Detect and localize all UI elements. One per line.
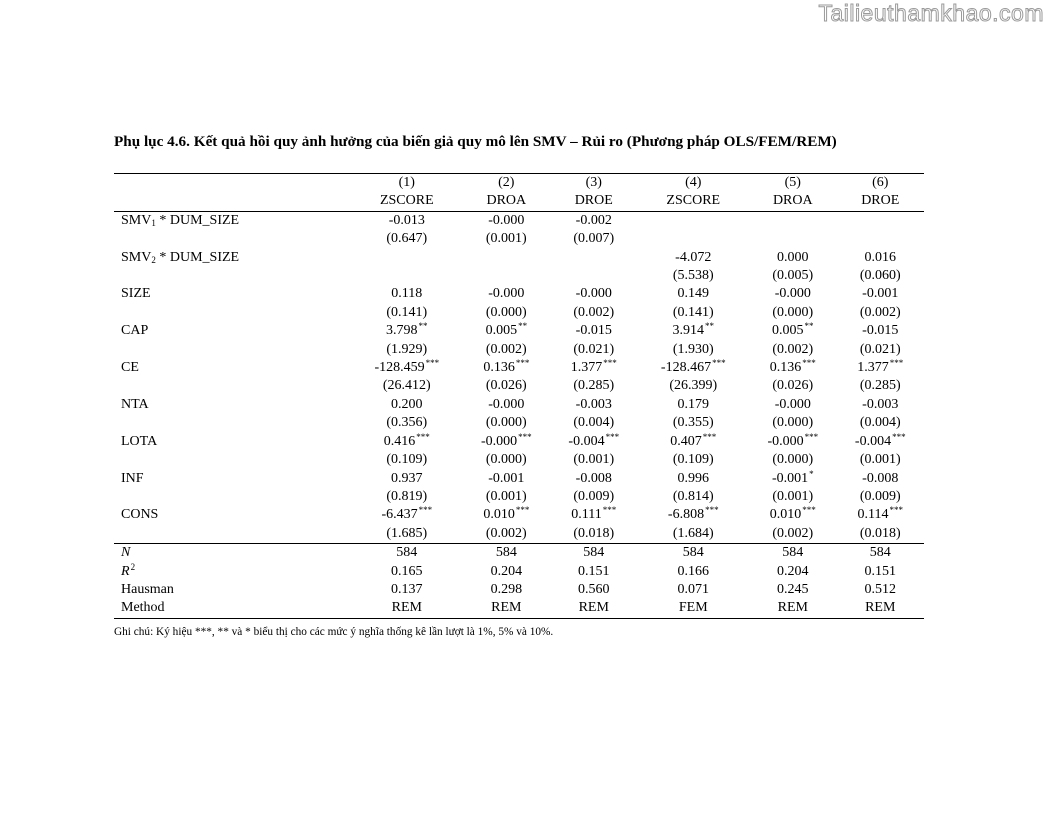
row-label <box>114 322 351 340</box>
coefficient-value: -6.808 <box>667 507 705 523</box>
row-label-text: SIZE <box>121 286 151 302</box>
coefficient-cell <box>837 359 925 377</box>
coefficient-value: 0.000 <box>777 249 809 265</box>
coefficient-cell <box>351 470 463 488</box>
significance-stars: *** <box>889 358 904 369</box>
header-number: (3) <box>550 174 637 193</box>
coefficient-value: -128.459 <box>374 360 425 376</box>
coefficient-cell <box>463 322 550 340</box>
standard-error-cell: (0.000) <box>485 415 527 431</box>
coefficient-cell <box>550 470 637 488</box>
stats-label <box>114 563 351 581</box>
se-row <box>114 525 924 544</box>
stats-value-cell: 0.298 <box>490 581 523 597</box>
coefficient-cell <box>550 359 637 377</box>
significance-stars: ** <box>518 321 528 332</box>
row-label <box>114 211 351 230</box>
header-row-numbers <box>114 174 924 193</box>
standard-error-cell <box>837 230 925 248</box>
coef-row <box>114 249 924 267</box>
coefficient-value: 0.136 <box>769 360 802 376</box>
standard-error-cell: (0.819) <box>386 488 428 504</box>
standard-error-cell: (0.647) <box>386 231 428 247</box>
standard-error-cell: (26.412) <box>382 378 431 394</box>
coefficient-cell <box>637 359 749 377</box>
coefficient-cell <box>550 433 637 451</box>
watermark-text: Tailieuthamkhao.com <box>818 0 1044 26</box>
stats-row <box>114 599 924 618</box>
row-label <box>114 396 351 414</box>
standard-error-cell: (1.930) <box>672 341 714 357</box>
standard-error-cell: (0.000) <box>772 304 814 320</box>
header-number: (4) <box>637 174 749 193</box>
standard-error-cell: (0.002) <box>772 341 814 357</box>
stats-value-cell: 0.151 <box>578 563 610 579</box>
standard-error-cell: (0.285) <box>859 378 901 394</box>
coefficient-cell <box>637 322 749 340</box>
coefficient-value: 0.136 <box>483 360 515 376</box>
se-row-blank <box>114 451 351 469</box>
coefficient-cell <box>637 396 749 414</box>
standard-error-cell: (0.356) <box>386 415 428 431</box>
coefficient-cell <box>749 396 836 414</box>
significance-stars: *** <box>416 431 430 442</box>
se-row-blank <box>114 341 351 359</box>
standard-error-cell: (0.009) <box>859 488 901 504</box>
stats-label-text: Method <box>121 600 165 616</box>
stats-value-cell: REM <box>749 599 836 618</box>
coefficient-cell <box>749 433 836 451</box>
standard-error-cell: (0.001) <box>485 231 527 247</box>
stats-value-cell: REM <box>550 599 637 618</box>
standard-error-cell: (0.001) <box>573 452 615 468</box>
coefficient-cell <box>749 359 836 377</box>
stats-value-cell: REM <box>351 599 463 618</box>
standard-error-cell: (0.026) <box>772 378 814 394</box>
coefficient-cell <box>837 211 925 230</box>
se-row <box>114 341 924 359</box>
header-variable: DROA <box>463 192 550 211</box>
stats-value-cell: 0.137 <box>391 581 423 597</box>
coefficient-cell <box>637 211 749 230</box>
row-label-text: CAP <box>121 323 149 339</box>
significance-stars: *** <box>702 431 717 442</box>
coefficient-value: -0.000 <box>488 286 525 302</box>
coefficient-cell <box>837 470 925 488</box>
se-row <box>114 414 924 432</box>
stats-label-text: Hausman <box>121 581 174 597</box>
coefficient-cell <box>749 285 836 303</box>
significance-stars: ** <box>705 321 715 332</box>
standard-error-cell: (0.021) <box>573 341 615 357</box>
stats-value-cell: 0.204 <box>777 563 809 579</box>
standard-error-cell: (0.002) <box>463 525 550 544</box>
significance-stars: *** <box>705 505 719 516</box>
se-row <box>114 230 924 248</box>
coefficient-value: 1.377 <box>570 360 603 376</box>
coefficient-cell <box>550 211 637 230</box>
standard-error-cell: (0.018) <box>550 525 637 544</box>
coefficient-value: 0.179 <box>677 396 710 412</box>
significance-stars: *** <box>518 431 532 442</box>
row-label <box>114 249 351 267</box>
coefficient-cell <box>749 211 836 230</box>
standard-error-cell: (1.685) <box>351 525 463 544</box>
standard-error-cell: (0.026) <box>485 378 527 394</box>
coefficient-value: -0.013 <box>388 212 425 228</box>
header-variable: ZSCORE <box>637 192 749 211</box>
standard-error-cell: (0.005) <box>772 268 814 284</box>
se-row-blank <box>114 230 351 248</box>
coefficient-value: -0.000 <box>575 286 612 302</box>
significance-stars: *** <box>605 431 620 442</box>
standard-error-cell <box>351 267 463 285</box>
significance-stars: *** <box>418 505 433 516</box>
significance-stars: *** <box>425 358 440 369</box>
standard-error-cell: (0.007) <box>573 231 615 247</box>
coef-row <box>114 211 924 230</box>
stats-label <box>114 599 351 618</box>
coefficient-value: -0.001 <box>771 470 809 486</box>
coefficient-cell <box>351 249 463 267</box>
standard-error-cell: (0.002) <box>485 341 527 357</box>
coefficient-value: 0.149 <box>677 286 710 302</box>
coefficient-value: 1.377 <box>857 360 889 376</box>
row-label <box>114 470 351 488</box>
row-label-text: CONS <box>121 507 159 523</box>
row-label <box>114 359 351 377</box>
coefficient-cell <box>351 396 463 414</box>
stats-value-cell: 584 <box>837 544 925 563</box>
regression-table <box>114 173 924 619</box>
coefficient-value: 0.416 <box>383 433 416 449</box>
coefficient-cell <box>837 396 925 414</box>
coefficient-cell <box>837 249 925 267</box>
coefficient-cell <box>351 433 463 451</box>
footnote: Ghi chú: Ký hiệu ***, ** và * biểu thị cho các mức ý nghĩa thống kê lần lượt là 1%, 5% và 10%. <box>114 626 554 638</box>
row-label-suffix: * DUM_SIZE <box>155 249 240 265</box>
coefficient-cell <box>749 470 836 488</box>
stats-value-cell: 584 <box>749 544 836 563</box>
coefficient-cell <box>837 322 925 340</box>
coefficient-value: 0.016 <box>864 249 896 265</box>
standard-error-cell: (0.109) <box>672 452 714 468</box>
se-row <box>114 488 924 506</box>
significance-stars: * <box>809 468 814 479</box>
se-row-blank <box>114 488 351 506</box>
se-row <box>114 304 924 322</box>
coefficient-cell <box>351 506 463 524</box>
coefficient-value: -0.000 <box>488 212 525 228</box>
coefficient-value: -0.004 <box>854 433 892 449</box>
coefficient-cell <box>351 285 463 303</box>
standard-error-cell: (0.060) <box>859 268 901 284</box>
coefficient-cell <box>550 506 637 524</box>
stats-row <box>114 581 924 599</box>
significance-stars: *** <box>602 505 617 516</box>
significance-stars: ** <box>804 321 814 332</box>
coefficient-value: -0.000 <box>488 396 525 412</box>
coefficient-value: 0.111 <box>571 507 602 523</box>
standard-error-cell: (0.000) <box>485 452 527 468</box>
coefficient-value: -0.000 <box>480 433 518 449</box>
coefficient-value: -0.003 <box>862 396 899 412</box>
stats-value-cell: 0.560 <box>578 581 610 597</box>
header-number: (1) <box>351 174 463 193</box>
coefficient-value: -0.008 <box>575 470 612 486</box>
header-variable: ZSCORE <box>351 192 463 211</box>
coefficient-cell <box>463 285 550 303</box>
stats-label-text: R <box>121 563 130 579</box>
coefficient-value: -6.437 <box>381 507 418 523</box>
coefficient-cell <box>637 433 749 451</box>
stats-value-cell: 0.245 <box>777 581 809 597</box>
stats-row <box>114 544 924 563</box>
se-row-blank <box>114 525 351 544</box>
coefficient-cell <box>463 249 550 267</box>
coef-row <box>114 285 924 303</box>
standard-error-cell: (0.009) <box>573 488 615 504</box>
coefficient-cell <box>749 322 836 340</box>
standard-error-cell <box>637 230 749 248</box>
standard-error-cell: (0.000) <box>772 415 814 431</box>
se-row-blank <box>114 304 351 322</box>
standard-error-cell: (0.001) <box>485 488 527 504</box>
coefficient-cell <box>637 249 749 267</box>
coefficient-cell <box>463 470 550 488</box>
standard-error-cell: (0.355) <box>672 415 714 431</box>
coefficient-cell <box>637 470 749 488</box>
coefficient-cell <box>351 211 463 230</box>
header-variable: DROA <box>749 192 836 211</box>
significance-stars: *** <box>712 358 726 369</box>
coefficient-value: 0.407 <box>670 433 702 449</box>
standard-error-cell: (0.141) <box>386 304 428 320</box>
coefficient-value: 0.010 <box>483 507 515 523</box>
significance-stars: *** <box>802 505 816 516</box>
coefficient-value: -128.467 <box>660 360 712 376</box>
coefficient-value: 0.937 <box>391 470 423 486</box>
regression-table-body <box>114 174 924 619</box>
stats-value-cell: 584 <box>463 544 550 563</box>
stats-value-cell: 0.512 <box>864 581 896 597</box>
coefficient-cell <box>837 433 925 451</box>
coefficient-cell <box>463 433 550 451</box>
coefficient-value: -0.001 <box>862 286 899 302</box>
row-label-text: SMV <box>121 249 152 265</box>
coefficient-cell <box>837 506 925 524</box>
coefficient-value: 0.010 <box>769 507 802 523</box>
row-label <box>114 285 351 303</box>
standard-error-cell: (1.929) <box>386 341 428 357</box>
coefficient-value: 0.005 <box>772 323 804 339</box>
se-row <box>114 451 924 469</box>
standard-error-cell: (0.002) <box>573 304 615 320</box>
se-row-blank <box>114 267 351 285</box>
coefficient-value: -0.008 <box>862 470 899 486</box>
coefficient-value: -0.000 <box>774 286 811 302</box>
coefficient-cell <box>550 285 637 303</box>
row-label-text: CE <box>121 360 139 376</box>
coefficient-value: -0.000 <box>774 396 811 412</box>
coefficient-value: -0.002 <box>575 212 612 228</box>
stats-label <box>114 544 351 563</box>
coefficient-value: -0.001 <box>488 470 525 486</box>
coefficient-value: -0.015 <box>575 323 612 339</box>
coefficient-value: -0.003 <box>575 396 612 412</box>
row-label-text: LOTA <box>121 433 158 449</box>
coef-row <box>114 396 924 414</box>
row-label <box>114 506 351 524</box>
header-row-names <box>114 192 924 211</box>
row-label <box>114 433 351 451</box>
row-label-suffix: * DUM_SIZE <box>155 212 240 228</box>
coefficient-value: -0.004 <box>568 433 605 449</box>
standard-error-cell: (0.002) <box>859 304 901 320</box>
coefficient-cell <box>550 322 637 340</box>
significance-stars: *** <box>515 505 530 516</box>
standard-error-cell <box>550 267 637 285</box>
standard-error-cell: (0.004) <box>573 415 615 431</box>
standard-error-cell: (0.814) <box>672 488 714 504</box>
significance-stars: *** <box>802 358 816 369</box>
coefficient-cell <box>351 322 463 340</box>
header-variable: DROE <box>550 192 637 211</box>
se-row-blank <box>114 377 351 395</box>
se-row <box>114 377 924 395</box>
stats-value-cell: FEM <box>637 599 749 618</box>
coefficient-value: -0.015 <box>862 323 899 339</box>
coefficient-cell <box>351 359 463 377</box>
stats-label <box>114 581 351 599</box>
coefficient-cell <box>749 506 836 524</box>
significance-stars: *** <box>889 505 903 516</box>
stats-value-cell: 0.151 <box>864 563 896 579</box>
coefficient-value: 0.118 <box>391 286 423 302</box>
significance-stars: *** <box>603 358 617 369</box>
coefficient-cell <box>749 249 836 267</box>
se-row-blank <box>114 414 351 432</box>
standard-error-cell <box>749 230 836 248</box>
standard-error-cell: (1.684) <box>637 525 749 544</box>
coefficient-value: 0.200 <box>391 396 423 412</box>
header-blank-cell <box>114 174 351 193</box>
table-caption: Phụ lục 4.6. Kết quả hồi quy ảnh hưởng của biến giả quy mô lên SMV – Rủi ro (Phương pháp OLS/FEM/REM) <box>114 133 837 150</box>
stats-value-cell: 0.166 <box>677 563 710 579</box>
standard-error-cell: (0.000) <box>772 452 814 468</box>
stats-label-superscript: 2 <box>130 561 136 572</box>
standard-error-cell: (0.004) <box>859 415 901 431</box>
coefficient-cell <box>463 211 550 230</box>
row-label-text: NTA <box>121 396 149 412</box>
row-label-subscript: 2 <box>151 254 156 265</box>
significance-stars: ** <box>418 321 428 332</box>
significance-stars: *** <box>804 431 819 442</box>
stats-value-cell: 0.204 <box>490 563 523 579</box>
row-label-subscript: 1 <box>151 217 156 228</box>
coefficient-value: 0.114 <box>857 507 889 523</box>
significance-stars: *** <box>892 431 906 442</box>
stats-row <box>114 563 924 581</box>
coefficient-cell <box>463 506 550 524</box>
stats-value-cell: 584 <box>637 544 749 563</box>
header-blank-cell <box>114 192 351 211</box>
coef-row <box>114 470 924 488</box>
standard-error-cell: (0.018) <box>837 525 925 544</box>
coef-row <box>114 433 924 451</box>
standard-error-cell: (0.021) <box>859 341 901 357</box>
standard-error-cell: (0.109) <box>386 452 428 468</box>
header-number: (2) <box>463 174 550 193</box>
coefficient-value: 3.798 <box>386 323 418 339</box>
row-label-text: SMV <box>121 212 152 228</box>
coefficient-cell <box>637 285 749 303</box>
header-number: (6) <box>837 174 925 193</box>
stats-label-text: N <box>121 545 131 561</box>
coefficient-value: 3.914 <box>672 323 705 339</box>
coefficient-cell <box>637 506 749 524</box>
stats-value-cell: 0.165 <box>391 563 423 579</box>
coefficient-value: 0.005 <box>485 323 518 339</box>
coefficient-cell <box>463 396 550 414</box>
standard-error-cell: (26.399) <box>669 378 718 394</box>
standard-error-cell: (0.001) <box>772 488 814 504</box>
significance-stars: *** <box>515 358 530 369</box>
standard-error-cell: (0.002) <box>749 525 836 544</box>
standard-error-cell: (0.000) <box>485 304 527 320</box>
header-number: (5) <box>749 174 836 193</box>
coef-row <box>114 359 924 377</box>
coef-row <box>114 506 924 524</box>
standard-error-cell: (0.001) <box>859 452 901 468</box>
coefficient-value: -0.000 <box>767 433 804 449</box>
coef-row <box>114 322 924 340</box>
stats-value-cell: REM <box>463 599 550 618</box>
coefficient-cell <box>837 285 925 303</box>
standard-error-cell <box>463 267 550 285</box>
stats-value-cell: REM <box>837 599 925 618</box>
standard-error-cell: (0.285) <box>573 378 615 394</box>
row-label-text: INF <box>121 470 144 486</box>
coefficient-cell <box>550 396 637 414</box>
se-row <box>114 267 924 285</box>
standard-error-cell: (5.538) <box>672 268 714 284</box>
coefficient-value: -4.072 <box>675 249 712 265</box>
stats-value-cell: 0.071 <box>677 581 710 597</box>
coefficient-cell <box>463 359 550 377</box>
coefficient-cell <box>550 249 637 267</box>
stats-value-cell: 584 <box>550 544 637 563</box>
header-variable: DROE <box>837 192 925 211</box>
standard-error-cell: (0.141) <box>672 304 714 320</box>
stats-value-cell: 584 <box>351 544 463 563</box>
coefficient-value: 0.996 <box>677 470 710 486</box>
